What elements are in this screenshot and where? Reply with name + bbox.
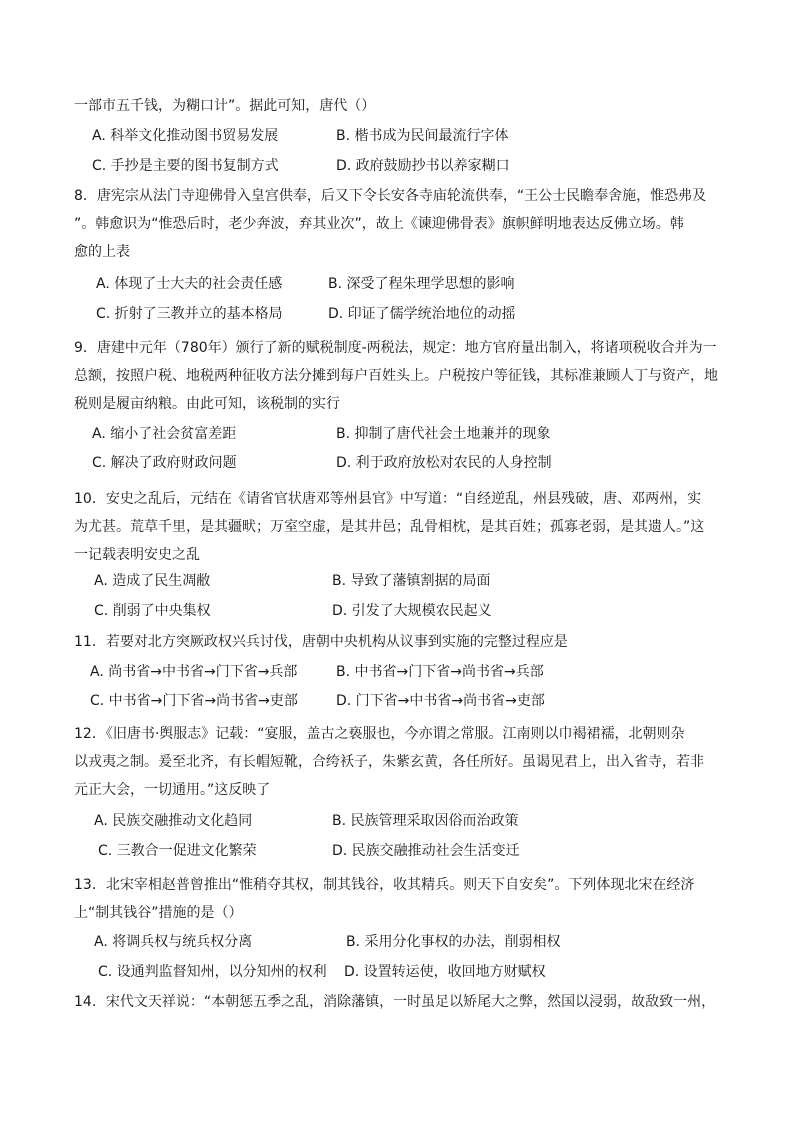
question-8-line-1: 8．唐宪宗从法门寺迎佛骨入皇宫供奉，后又下令长安各寺庙轮流供奉，“王公士民瞻奉舍施，惟恐弗及	[74, 188, 707, 204]
question-11-option-d: D. 门下省→中书省→尚书省→吏部	[336, 693, 545, 709]
question-8-line-3: 愈的上表	[74, 244, 130, 260]
question-8-option-d: D. 印证了儒学统治地位的动摇	[328, 306, 516, 322]
question-12-option-c: C. 三教合一促进文化繁荣	[98, 843, 257, 859]
question-7-option-a: A. 科举文化推动图书贸易发展	[92, 128, 279, 144]
question-7-option-d: D. 政府鼓励抄书以养家糊口	[336, 158, 510, 174]
question-13-option-b: B. 采用分化事权的办法，削弱相权	[346, 934, 561, 950]
question-8-option-a: A. 体现了士大夫的社会责任感	[96, 276, 283, 292]
question-12-option-b: B. 民族管理采取因俗而治政策	[332, 813, 519, 829]
question-14-line-1: 14．宋代文天祥说：“本朝惩五季之乱，消除藩镇，一时虽足以矫尾大之弊，然国以浸弱，故敌致一州，	[74, 994, 716, 1010]
question-12-option-d: D. 民族交融推动社会生活变迁	[332, 843, 520, 859]
question-7-continuation: 一部市五千钱，为糊口计”。据此可知，唐代（）	[74, 98, 376, 114]
question-11-option-b: B. 中书省→门下省→尚书省→兵部	[336, 664, 544, 680]
question-9-option-d: D. 利于政府放松对农民的人身控制	[336, 455, 552, 471]
question-11-line-1: 11．若要对北方突厥政权兴兵讨伐，唐朝中央机构从议事到实施的完整过程应是	[74, 634, 568, 650]
question-9-line-3: 税则是履亩纳粮。由此可知，该税制的实行	[74, 396, 340, 412]
question-10-option-a: A. 造成了民生凋敝	[94, 573, 211, 589]
question-8-option-b: B. 深受了程朱理学思想的影响	[328, 276, 515, 292]
question-13-line-1: 13．北宋宰相赵普曾推出“惟稍夺其权，制其钱谷，收其精兵。则天下自安矣”。下列体现北宋在经济	[74, 877, 695, 893]
question-8-option-c: C. 折射了三教并立的基本格局	[96, 306, 283, 322]
question-11-option-c: C. 中书省→门下省→尚书省→吏部	[90, 693, 298, 709]
question-13-option-d: D. 设置转运使，收回地方财赋权	[344, 964, 546, 980]
question-12-option-a: A. 民族交融推动文化趋同	[94, 813, 253, 829]
question-8-line-2: ”。韩愈识为“惟恐后时，老少奔波，弃其业次”，故上《谏迎佛骨表》旗帜鲜明地表达反佛立场。韩	[74, 216, 684, 232]
question-10-line-3: 一记载表明安史之乱	[74, 547, 200, 563]
question-9-line-2: 总额，按照户税、地税两种征收方法分摊到每户百姓头上。户税按户等征钱，其标准兼顾人丁与资产，地	[74, 368, 718, 384]
question-11-option-a: A. 尚书省→中书省→门下省→兵部	[90, 664, 298, 680]
question-10-option-d: D. 引发了大规模农民起义	[332, 603, 492, 619]
question-13-line-2: 上“制其钱谷”措施的是（）	[74, 905, 243, 921]
question-13-option-c: C. 设通判监督知州，以分知州的权利	[98, 964, 327, 980]
question-12-line-3: 元正大会，一切通用。”这反映了	[74, 782, 271, 798]
question-7-option-c: C. 手抄是主要的图书复制方式	[92, 158, 279, 174]
question-10-option-b: B. 导致了藩镇割据的局面	[332, 573, 491, 589]
question-9-option-c: C. 解决了政府财政问题	[92, 455, 237, 471]
question-9-line-1: 9．唐建中元年（780年）颁行了新的赋税制度-两税法，规定：地方官府量出制入，将诸项税收合并为一	[74, 340, 717, 356]
question-13-option-a: A. 将调兵权与统兵权分离	[94, 934, 253, 950]
question-12-line-2: 以戎夷之制。爰至北齐，有长帽短靴，合绔袄子，朱紫玄黄，各任所好。虽谒见君上，出入省寺，若非	[74, 754, 704, 770]
question-12-line-1: 12．《旧唐书·舆服志》记载：“宴服，盖古之亵服也，今亦谓之常服。江南则以巾褐裙襦，北朝则杂	[74, 726, 685, 742]
question-9-option-b: B. 抑制了唐代社会土地兼并的现象	[336, 426, 551, 442]
question-10-option-c: C. 削弱了中央集权	[94, 603, 211, 619]
question-10-line-1: 10．安史之乱后，元结在《请省官状唐邓等州县官》中写道：“自经逆乱，州县残破，唐、邓两州，实	[74, 491, 702, 507]
question-9-option-a: A. 缩小了社会贫富差距	[92, 426, 237, 442]
question-10-line-2: 为尤甚。荒草千里，是其疆畎；万室空虚，是其井邑；乱骨相枕，是其百姓；孤寡老弱，是其遗人。”这	[74, 519, 705, 535]
question-7-option-b: B. 楷书成为民间最流行字体	[336, 128, 509, 144]
